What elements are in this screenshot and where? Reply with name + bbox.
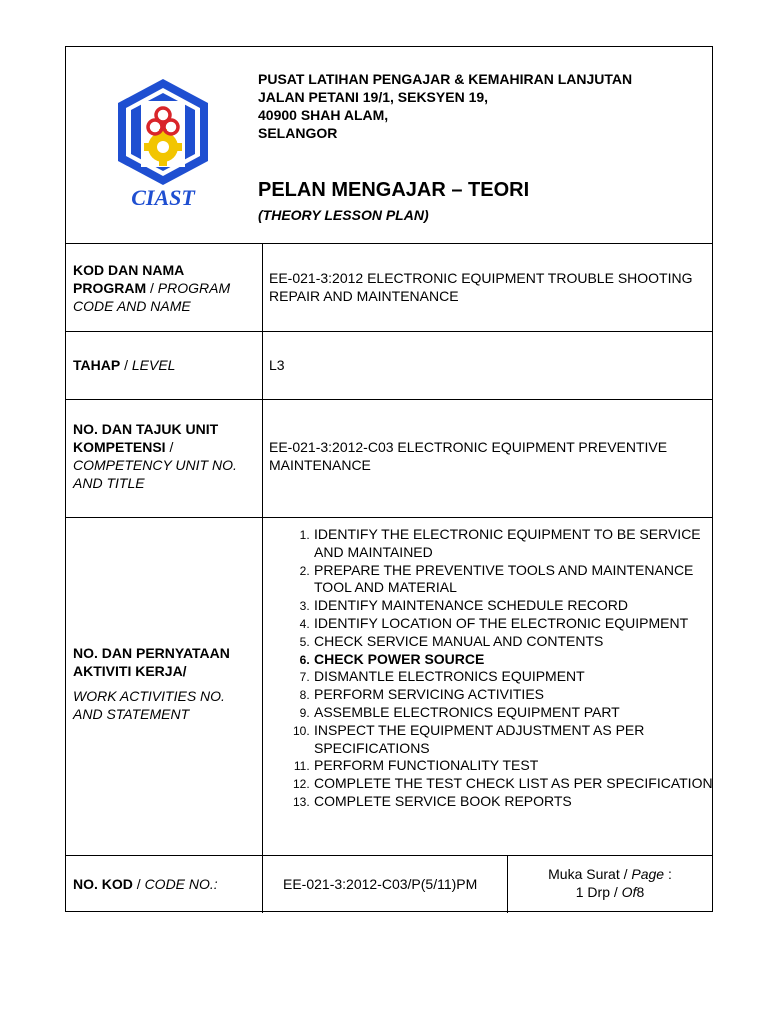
- list-item: 10. INSPECT THE EQUIPMENT ADJUSTMENT AS PER SPECIFICATIONS: [313, 722, 713, 758]
- document-header: [66, 47, 712, 244]
- competency-unit-row: [66, 400, 712, 518]
- level-value: L3: [269, 357, 285, 373]
- code-row: [66, 856, 712, 913]
- list-item: 1. IDENTIFY THE ELECTRONIC EQUIPMENT TO BE SERVICE AND MAINTAINED: [313, 526, 713, 562]
- list-item: 5. CHECK SERVICE MANUAL AND CONTENTS: [313, 633, 713, 651]
- address-line: PUSAT LATIHAN PENGAJAR & KEMAHIRAN LANJUTAN: [258, 71, 633, 87]
- institution-address: [258, 70, 632, 142]
- document-subtitle: (THEORY LESSON PLAN): [258, 207, 429, 223]
- lesson-plan-document: [65, 46, 713, 912]
- list-item: 11. PERFORM FUNCTIONALITY TEST: [313, 757, 713, 775]
- list-item: 4. IDENTIFY LOCATION OF THE ELECTRONIC EQUIPMENT: [313, 615, 713, 633]
- program-value: EE-021-3:2012 ELECTRONIC EQUIPMENT TROUBLE SHOOTING REPAIR AND MAINTENANCE: [269, 270, 693, 304]
- ciast-logo: [108, 77, 218, 212]
- document-title: PELAN MENGAJAR – TEORI: [258, 179, 530, 201]
- work-activities-label: NO. DAN PERNYATAAN AKTIVITI KERJA/ WORK ACTIVITIES NO. AND STATEMENT: [73, 645, 230, 722]
- work-activities-list: [281, 526, 713, 811]
- list-item: 9. ASSEMBLE ELECTRONICS EQUIPMENT PART: [313, 704, 713, 722]
- list-item: 2. PREPARE THE PREVENTIVE TOOLS AND MAINTENANCE TOOL AND MATERIAL: [313, 562, 713, 598]
- logo-wordmark: CIAST: [131, 185, 195, 210]
- address-line: JALAN PETANI 19/1, SEKSYEN 19,: [258, 89, 489, 105]
- list-item: 8. PERFORM SERVICING ACTIVITIES: [313, 686, 713, 704]
- program-row: [66, 244, 712, 332]
- competency-unit-value: EE-021-3:2012-C03 ELECTRONIC EQUIPMENT PREVENTIVE MAINTENANCE: [269, 439, 668, 473]
- page-number: Muka Surat / Page : 1 Drp / Of8: [548, 866, 672, 900]
- work-activities-row: [66, 518, 712, 856]
- list-item: 3. IDENTIFY MAINTENANCE SCHEDULE RECORD: [313, 597, 713, 615]
- level-label: TAHAP / LEVEL: [73, 357, 176, 373]
- list-item: 6. CHECK POWER SOURCE: [313, 651, 713, 669]
- list-item: 7. DISMANTLE ELECTRONICS EQUIPMENT: [313, 668, 713, 686]
- code-value: EE-021-3:2012-C03/P(5/11)PM: [283, 876, 478, 892]
- address-line: 40900 SHAH ALAM,: [258, 107, 389, 123]
- list-item: 13. COMPLETE SERVICE BOOK REPORTS: [313, 793, 713, 811]
- address-line: SELANGOR: [258, 125, 338, 141]
- code-label: NO. KOD / CODE NO.:: [73, 876, 218, 892]
- competency-unit-label: NO. DAN TAJUK UNIT KOMPETENSI / COMPETENCY UNIT NO. AND TITLE: [73, 421, 237, 491]
- program-label: KOD DAN NAMA PROGRAM / PROGRAM CODE AND NAME: [73, 262, 231, 314]
- list-item: 12. COMPLETE THE TEST CHECK LIST AS PER SPECIFICATION: [313, 775, 713, 793]
- level-row: [66, 332, 712, 400]
